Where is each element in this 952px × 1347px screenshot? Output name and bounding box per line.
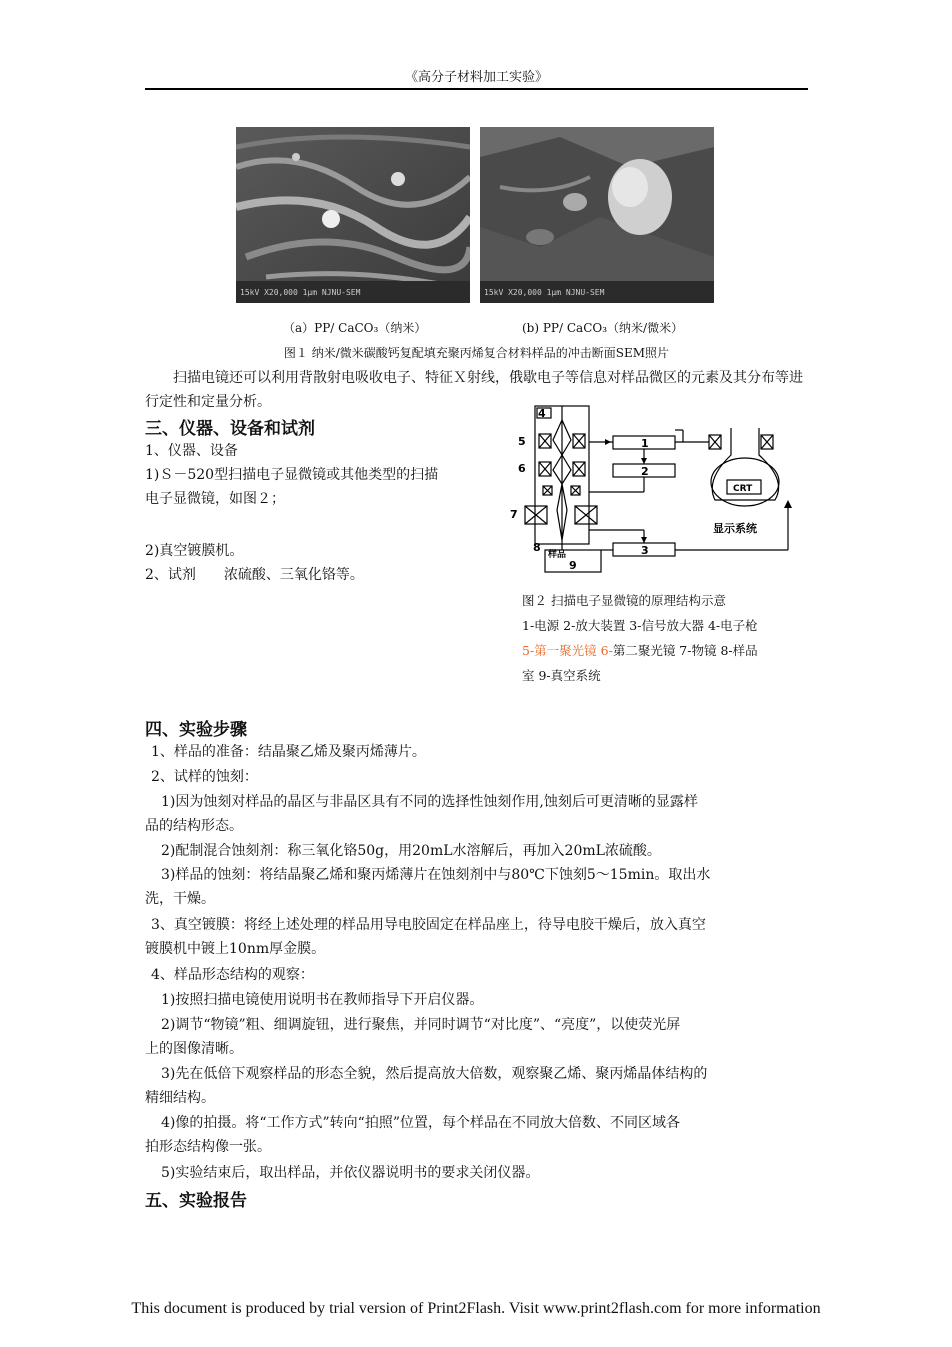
figure2-caption-line2-rest: 第二聚光镜 7-物镜 8-样品 xyxy=(612,643,758,658)
intro-paragraph: 扫描电镜还可以利用背散射电吸收电子、特征Ｘ射线，俄歇电子等信息对样品微区的元素及其分布等进行定性和定量分析。 xyxy=(145,370,803,410)
figure2-caption-line3: 室 9-真空系统 xyxy=(522,668,601,683)
figure2-caption-line1: 1-电源 2-放大装置 3-信号放大器 4-电子枪 xyxy=(522,618,758,633)
figure2-caption-title: 图２ 扫描电子显微镜的原理结构示意 xyxy=(522,593,726,608)
figure2-caption-line2-orange: 5-第一聚光镜 6- xyxy=(522,643,613,658)
section4-heading: 四、实验步骤 xyxy=(145,720,247,740)
step2: 2、试样的蚀刻： xyxy=(151,769,258,785)
diagram-label-1: 1 xyxy=(641,437,649,450)
figure2-caption-line2 xyxy=(522,638,812,663)
step3b: 镀膜机中镀上10nm厚金膜。 xyxy=(145,941,326,957)
sem-image-b xyxy=(480,127,714,303)
trial-watermark-footer: This document is produced by trial version of Print2Flash. Visit www.print2flash.com for more information xyxy=(131,1300,821,1317)
sem-a-label: 15kV X20,000 1μm NJNU-SEM xyxy=(240,288,361,297)
step4-5: 5)实验结束后，取出样品，并依仪器说明书的要求关闭仪器。 xyxy=(161,1165,540,1181)
step2-1a: 1)因为蚀刻对样品的晶区与非晶区具有不同的选择性蚀刻作用,蚀刻后可更清晰的显露样 xyxy=(161,794,698,810)
figure1-sub-caption-a: （a）PP/ CaCO₃（纳米） xyxy=(283,321,427,335)
diagram-label-9: 9 xyxy=(569,559,577,572)
diagram-label-5: 5 xyxy=(518,435,526,448)
step4-4a: 4)像的拍摄。将“工作方式”转向“拍照”位置，每个样品在不同放大倍数、不同区域各 xyxy=(161,1115,680,1131)
section3-item1-2: 2)真空镀膜机。 xyxy=(145,543,244,559)
section3-item1-1b: 电子显微镜，如图２； xyxy=(145,491,285,507)
sem-schematic-diagram xyxy=(505,400,810,580)
diagram-label-7: 7 xyxy=(510,508,518,521)
step1: 1、样品的准备：结晶聚乙烯及聚丙烯薄片。 xyxy=(151,744,426,760)
section3-item1: 1、仪器、设备 xyxy=(145,443,238,459)
diagram-label-3: 3 xyxy=(641,544,649,557)
running-header: 《高分子材料加工实验》 xyxy=(404,70,548,85)
step4-3a: 3)先在低倍下观察样品的形态全貌，然后提高放大倍数，观察聚乙烯、聚丙烯晶体结构的 xyxy=(161,1066,708,1082)
step2-2: 2)配制混合蚀刻剂：称三氧化铬50g，用20mL水溶解后，再加入20mL浓硫酸。 xyxy=(161,843,661,859)
diagram-label-crt: CRT xyxy=(733,484,753,494)
diagram-label-6: 6 xyxy=(518,462,526,475)
step2-1b: 品的结构形态。 xyxy=(145,818,243,834)
step4-3b: 精细结构。 xyxy=(145,1090,215,1106)
sem-b-label: 15kV X20,000 1μm NJNU-SEM xyxy=(484,288,605,297)
section3-item1-1a: 1)Ｓ－520型扫描电子显微镜或其他类型的扫描 xyxy=(145,467,439,483)
diagram-label-sample: 样品 xyxy=(548,550,567,560)
step4-2a: 2)调节“物镜”粗、细调旋钮，进行聚焦，并同时调节“对比度”、“亮度”，以使荧光屏 xyxy=(161,1017,681,1033)
step4-4b: 拍形态结构像一张。 xyxy=(145,1139,271,1155)
figure1-sub-caption-b: (b) PP/ CaCO₃（纳米/微米） xyxy=(522,321,684,335)
sem-image-a xyxy=(236,127,470,303)
diagram-label-8: 8 xyxy=(533,541,541,554)
step4-2b: 上的图像清晰。 xyxy=(145,1041,243,1057)
header-rule xyxy=(145,88,808,90)
section5-heading: 五、实验报告 xyxy=(145,1191,247,1211)
step2-3a: 3)样品的蚀刻：将结晶聚乙烯和聚丙烯薄片在蚀刻剂中与80℃下蚀刻5～15min。取出水 xyxy=(161,867,711,883)
diagram-label-4: 4 xyxy=(538,407,546,420)
section3-heading: 三、仪器、设备和试剂 xyxy=(145,419,315,439)
diagram-label-display: 显示系统 xyxy=(713,522,757,535)
step4-1: 1)按照扫描电镜使用说明书在教师指导下开启仪器。 xyxy=(161,992,484,1008)
step3a: 3、真空镀膜：将经上述处理的样品用导电胶固定在样品座上，待导电胶干燥后，放入真空 xyxy=(151,917,706,933)
step4: 4、样品形态结构的观察： xyxy=(151,967,314,983)
diagram-label-2: 2 xyxy=(641,465,649,478)
step2-3b: 洗，干燥。 xyxy=(145,891,215,907)
section3-item2: 2、试剂 浓硫酸、三氧化铬等。 xyxy=(145,567,364,583)
figure1-caption: 图１ 纳米/微米碳酸钙复配填充聚丙烯复合材料样品的冲击断面SEM照片 xyxy=(283,346,670,360)
